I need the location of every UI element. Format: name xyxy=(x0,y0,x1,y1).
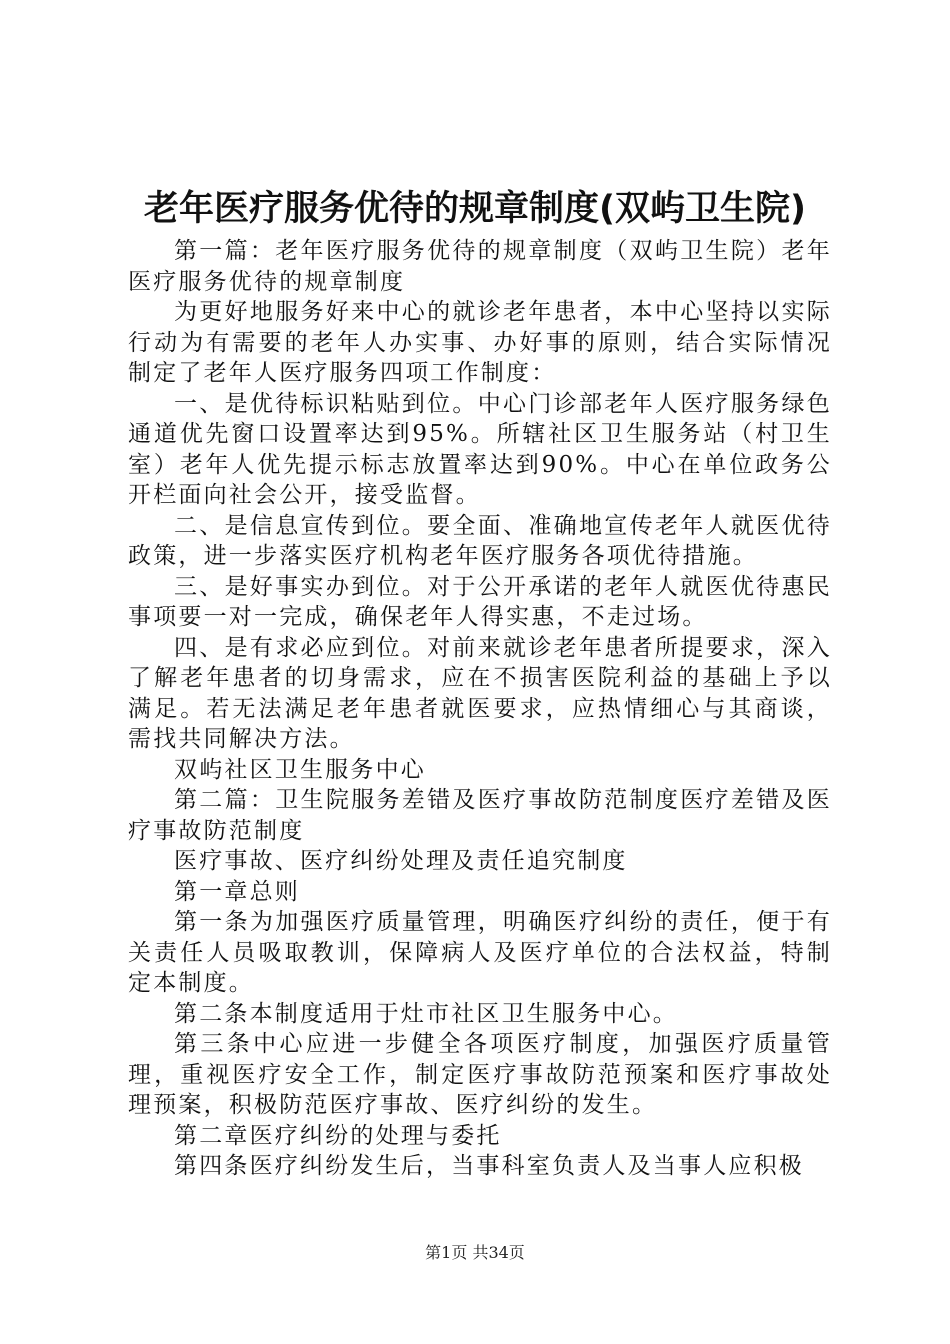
article-paragraph: 第四条医疗纠纷发生后，当事科室负责人及当事人应积极 xyxy=(174,1153,804,1179)
paragraph: 三、是好事实办到位。对于公开承诺的老年人就医优待惠民事项要一对一完成，确保老年人得实惠，不走过场。 xyxy=(128,573,832,630)
chapter-heading: 第一章总则 xyxy=(174,878,300,905)
paragraph: 为更好地服务好来中心的就诊老年患者，本中心坚持以实际行动为有需要的老年人办实事、办好事的原则，结合实际情况制定了老年人医疗服务四项工作制度： xyxy=(128,299,832,386)
signature-line: 双屿社区卫生服务中心 xyxy=(174,756,426,783)
paragraph: 一、是优待标识粘贴到位。中心门诊部老年人医疗服务绿色通道优先窗口设置率达到95%。所辖社区卫生服务站（村卫生室）老年人优先提示标志放置率达到90%。中心在单位政务公开栏面向社会公开，接受监督。 xyxy=(128,390,832,508)
paragraph: 四、是有求必应到位。对前来就诊老年患者所提要求，深入了解老年患者的切身需求，应在不损害医院利益的基础上予以满足。若无法满足老年患者就医要求，应热情细心与其商谈，需找共同解决方法。 xyxy=(128,634,832,752)
article-paragraph: 第二条本制度适用于灶市社区卫生服务中心。 xyxy=(174,1000,678,1027)
paragraph: 第一篇：老年医疗服务优待的规章制度（双屿卫生院）老年医疗服务优待的规章制度 xyxy=(128,238,832,295)
section-heading: 第二篇：卫生院服务差错及医疗事故防范制度医疗差错及医疗事故防范制度 xyxy=(128,787,832,844)
article-paragraph: 第一条为加强医疗质量管理，明确医疗纠纷的责任，便于有关责任人员吸取教训，保障病人及医疗单位的合法权益，特制定本制度。 xyxy=(128,909,832,996)
page-number-footer: 第1页 共34页 xyxy=(425,1243,525,1262)
article-paragraph: 第三条中心应进一步健全各项医疗制度，加强医疗质量管理，重视医疗安全工作，制定医疗事故防范预案和医疗事故处理预案，积极防范医疗事故、医疗纠纷的发生。 xyxy=(128,1031,832,1118)
section-subtitle: 医疗事故、医疗纠纷处理及责任追究制度 xyxy=(174,848,628,874)
document-body xyxy=(128,236,832,1182)
document-title: 老年医疗服务优待的规章制度(双屿卫生院) xyxy=(144,189,806,229)
chapter-heading: 第二章医疗纠纷的处理与委托 xyxy=(174,1122,502,1149)
paragraph: 二、是信息宣传到位。要全面、准确地宣传老年人就医优待政策，进一步落实医疗机构老年医疗服务各项优待措施。 xyxy=(128,512,832,569)
